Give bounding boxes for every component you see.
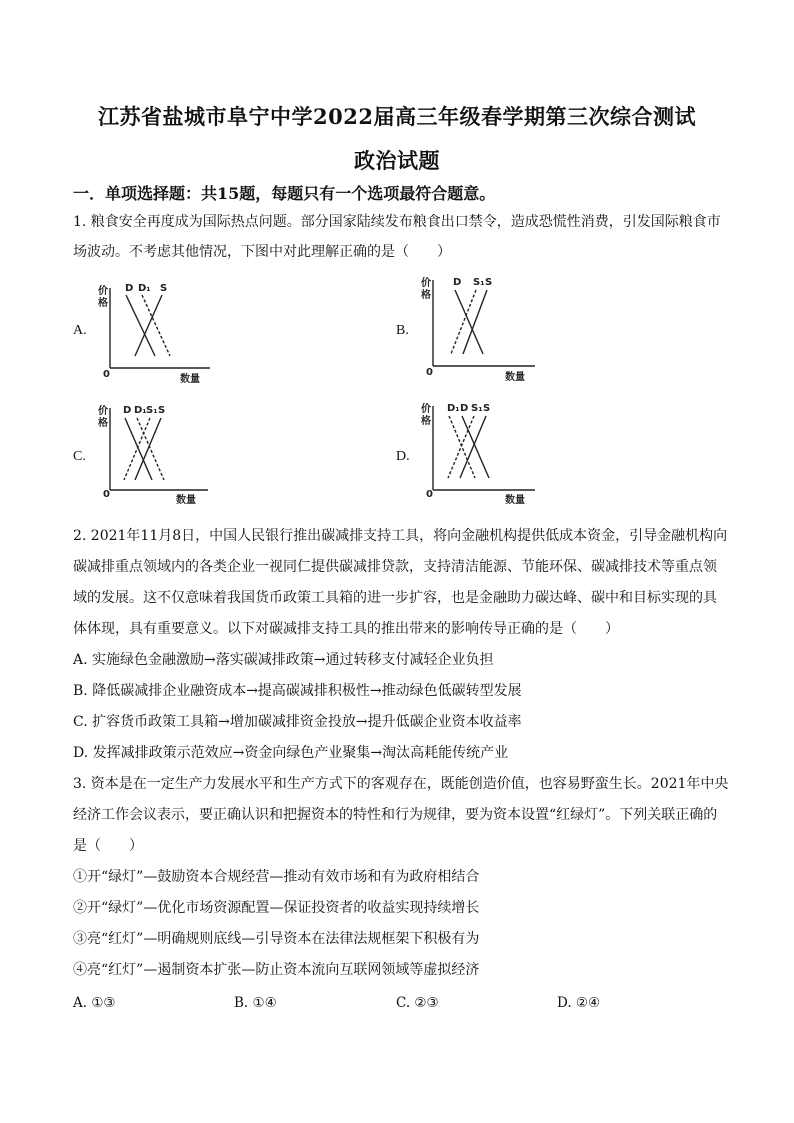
curve-s1 (451, 290, 476, 354)
y-axis-label-1: 价 (98, 286, 108, 297)
q3-item-3: ③亮“红灯”—明确规则底线—引导资本在法律法规框架下积极有为 (73, 931, 480, 947)
curve-d (462, 416, 489, 478)
curve-label-s1: S₁ (146, 405, 158, 416)
curve-label-d: D (460, 403, 469, 414)
x-axis-label: 数量 (505, 372, 525, 383)
curve-label-d: D (453, 277, 462, 288)
curve-label-d: D (125, 283, 134, 294)
origin-label: 0 (426, 367, 433, 378)
x-axis-label: 数量 (505, 495, 525, 506)
q1-stem-line-2: 场波动。不考虑其他情况，下图中对此理解正确的是（ ） (73, 244, 451, 260)
q1-option-d-graph[interactable] (413, 398, 553, 508)
exam-subtitle: 政治试题 (354, 148, 440, 173)
q3-stem-line-3: 是（ ） (73, 838, 143, 854)
q2-option-c[interactable]: C. 扩容货币政策工具箱→增加碳减排资金投放→提升低碳企业资本收益率 (73, 714, 522, 730)
x-axis-label: 数量 (176, 495, 196, 506)
y-axis-label-2: 格 (421, 290, 431, 301)
curve-d1 (142, 295, 170, 356)
q3-item-4: ④亮“红灯”—遏制资本扩张—防止资本流向互联网领域等虚拟经济 (73, 962, 480, 978)
q3-stem-line-2: 经济工作会议表示，要正确认识和把握资本的特性和行为规律，要为资本设置“红绿灯”。下列关联正确的 (73, 807, 718, 823)
q2-stem-line-2: 碳减排重点领域内的各类企业一视同仁提供碳减排贷款，支持清洁能源、节能环保、碳减排技术等重点领 (73, 559, 717, 575)
origin-label: 0 (426, 489, 433, 500)
y-axis-label-2: 格 (421, 416, 431, 427)
q3-stem-line-1: 3. 资本是在一定生产力发展水平和生产方式下的客观存在，既能创造价值，也容易野蛮生长。2021年中央 (73, 776, 729, 792)
curve-s1 (448, 416, 474, 478)
y-axis-label-1: 价 (421, 278, 431, 289)
section-heading: 一．单项选择题：共15题，每题只有一个选项最符合题意。 (73, 184, 496, 203)
q1-stem-line-1: 1. 粮食安全再度成为国际热点问题。部分国家陆续发布粮食出口禁令，造成恐慌性消费，引发国际粮食市 (73, 214, 721, 230)
curve-d1 (449, 416, 475, 478)
q1-option-a-graph[interactable] (90, 280, 230, 388)
curve-s (135, 295, 162, 356)
y-axis-label-2: 格 (98, 298, 108, 309)
q3-answer-a[interactable]: A. ①③ (73, 995, 116, 1011)
q3-answer-c[interactable]: C. ②③ (396, 995, 439, 1011)
q2-stem-line-4: 体体现，具有重要意义。以下对碳减排支持工具的推出带来的影响传导正确的是（ ） (73, 621, 619, 637)
curve-label-s: S (158, 405, 166, 416)
curve-s (460, 416, 486, 478)
curve-d (455, 290, 483, 354)
curve-s (463, 290, 487, 354)
q2-option-d[interactable]: D. 发挥减排政策示范效应→资金向绿色产业聚集→淘汰高耗能传统产业 (73, 745, 509, 761)
q2-stem-line-3: 域的发展。这不仅意味着我国货币政策工具箱的进一步扩容，也是金融助力碳达峰、碳中和目标实现的具 (73, 590, 717, 606)
x-axis-label: 数量 (180, 374, 200, 385)
curve-label-s1: S₁ (471, 403, 483, 414)
curve-label-s1: S₁ (473, 277, 485, 288)
y-axis-label-1: 价 (98, 406, 108, 417)
origin-label: 0 (103, 489, 110, 500)
q1-option-d-label: D. (396, 449, 410, 464)
curve-label-d1: D₁ (134, 405, 147, 416)
q1-option-b-graph[interactable] (413, 272, 553, 386)
q3-item-2: ②开“绿灯”—优化市场资源配置—保证投资者的收益实现持续增长 (73, 900, 480, 916)
q1-option-c-label: C. (73, 449, 86, 464)
curve-label-d1: D₁ (447, 403, 460, 414)
curve-label-s: S (160, 283, 168, 294)
q3-answer-b[interactable]: B. ①④ (234, 995, 277, 1011)
q1-option-a-label: A. (73, 323, 87, 338)
origin-label: 0 (103, 369, 110, 380)
curve-label-d1: D₁ (138, 283, 151, 294)
y-axis-label-2: 格 (98, 418, 108, 429)
curve-label-s: S (485, 277, 493, 288)
curve-label-d: D (123, 405, 132, 416)
q2-option-b[interactable]: B. 降低碳减排企业融资成本→提高碳减排积极性→推动绿色低碳转型发展 (73, 683, 522, 699)
q1-option-c-graph[interactable] (90, 400, 230, 508)
q3-answer-d[interactable]: D. ②④ (557, 995, 601, 1011)
q3-item-1: ①开“绿灯”—鼓励资本合规经营—推动有效市场和有为政府相结合 (73, 869, 480, 885)
curve-d1 (137, 418, 164, 480)
q1-option-b-label: B. (396, 323, 409, 338)
curve-d (126, 295, 155, 356)
q2-stem-line-1: 2. 2021年11月8日，中国人民银行推出碳减排支持工具，将向金融机构提供低成本资金，引导金融机构向 (73, 528, 728, 544)
curve-s1 (124, 418, 150, 480)
y-axis-label-1: 价 (421, 404, 431, 415)
exam-title: 江苏省盐城市阜宁中学2022届高三年级春学期第三次综合测试 (98, 104, 696, 129)
q2-option-a[interactable]: A. 实施绿色金融激励→落实碳减排政策→通过转移支付减轻企业负担 (73, 652, 494, 668)
curve-label-s: S (483, 403, 491, 414)
